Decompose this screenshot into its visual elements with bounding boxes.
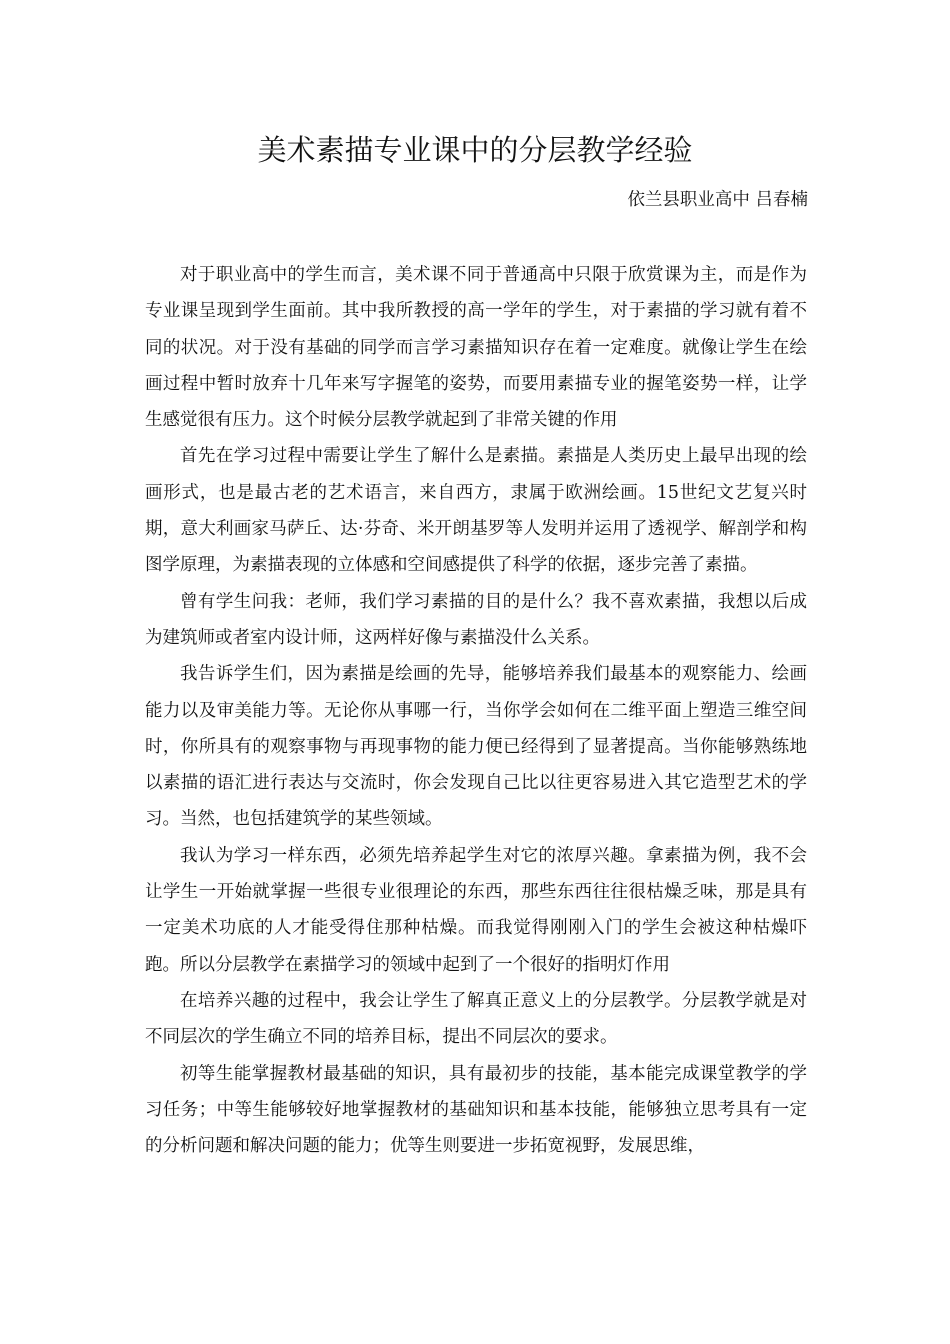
- paragraph: 我告诉学生们，因为素描是绘画的先导，能够培养我们最基本的观察能力、绘画能力以及审美能力等。无论你从事哪一行，当你学会如何在二维平面上塑造三维空间时，你所具有的观察事物与再现事物的能力便已经得到了显著提高。当你能够熟练地以素描的语汇进行表达与交流时，你会发现自己比以往更容易进入其它造型艺术的学习。当然，也包括建筑学的某些领域。: [145, 664, 807, 830]
- paragraph: 对于职业高中的学生而言，美术课不同于普通高中只限于欣赏课为主，而是作为专业课呈现到学生面前。其中我所教授的高一学年的学生，对于素描的学习就有着不同的状况。对于没有基础的同学而言学习素描知识存在着一定难度。就像让学生在绘画过程中暂时放弃十几年来写字握笔的姿势，而要用素描专业的握笔姿势一样，让学生感觉很有压力。这个时候分层教学就起到了非常关键的作用: [145, 265, 807, 431]
- paragraph: 曾有学生问我：老师，我们学习素描的目的是什么？我不喜欢素描，我想以后成为建筑师或者室内设计师，这两样好像与素描没什么关系。: [145, 591, 807, 648]
- document-body: [145, 257, 807, 1164]
- document-title: 美术素描专业课中的分层教学经验: [257, 133, 693, 167]
- paragraph: 初等生能掌握教材最基础的知识，具有最初步的技能，基本能完成课堂教学的学习任务；中等生能够较好地掌握教材的基础知识和基本技能，能够独立思考具有一定的分析问题和解决问题的能力；优等生则要进一步拓宽视野，发展思维，: [145, 1063, 807, 1157]
- paragraph: 我认为学习一样东西，必须先培养起学生对它的浓厚兴趣。拿素描为例，我不会让学生一开始就掌握一些很专业很理论的东西，那些东西往往很枯燥乏味，那是具有一定美术功底的人才能受得住那种枯燥。而我觉得刚刚入门的学生会被这种枯燥吓跑。所以分层教学在素描学习的领域中起到了一个很好的指明灯作用: [145, 845, 807, 975]
- document-author: 依兰县职业高中 吕春楠: [627, 190, 808, 210]
- paragraph: 在培养兴趣的过程中，我会让学生了解真正意义上的分层教学。分层教学就是对不同层次的学生确立不同的培养目标，提出不同层次的要求。: [145, 990, 807, 1048]
- paragraph: 首先在学习过程中需要让学生了解什么是素描。素描是人类历史上最早出现的绘画形式，也是最古老的艺术语言，来自西方，隶属于欧洲绘画。15世纪文艺复兴时期，意大利画家马萨丘、达·芬奇、米开朗基罗等人发明并运用了透视学、解剖学和构图学原理，为素描表现的立体感和空间感提供了科学的依据，逐步完善了素描。: [145, 446, 807, 576]
